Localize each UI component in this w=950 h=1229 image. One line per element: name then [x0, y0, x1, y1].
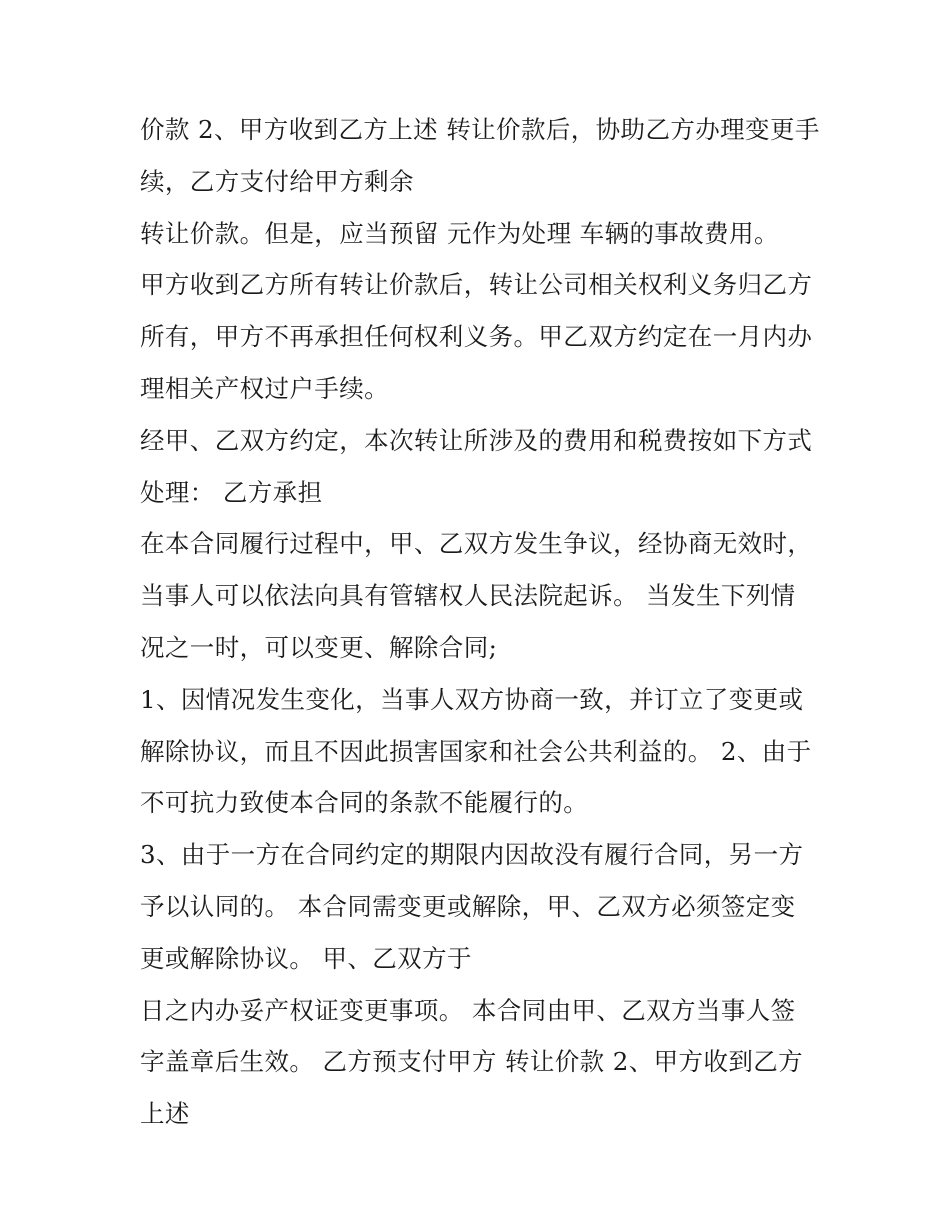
text-line-18: 日之内办妥产权证变更事项。 本合同由甲、乙双方当事人签 [140, 995, 796, 1025]
text-line-15: 3、由于一方在合同约定的期限内因故没有履行合同，另一方 [140, 840, 804, 870]
text-line-3: 转让价款。但是，应当预留 元作为处理 车辆的事故费用。 [140, 218, 779, 248]
text-line-13: 解除协议，而且不因此损害国家和社会公共利益的。 2、由于 [140, 736, 812, 766]
text-line-14: 不可抗力致使本合同的条款不能履行的。 [140, 788, 589, 818]
text-line-16: 予以认同的。 本合同需变更或解除，甲、乙双方必须签定变 [140, 891, 796, 921]
text-line-2: 续，乙方支付给甲方剩余 [140, 166, 414, 196]
contract-text-body [140, 104, 820, 1140]
text-line-19: 字盖章后生效。 乙方预支付甲方 转让价款 2、甲方收到乙方 [140, 1047, 804, 1077]
text-line-1: 价款 2、甲方收到乙方上述 转让价款后，协助乙方办理变更手 [140, 115, 820, 144]
text-line-4: 甲方收到乙方所有转让价款后，转让公司相关权利义务归乙方 [140, 270, 813, 300]
text-line-9: 在本合同履行过程中，甲、乙双方发生争议，经协商无效时， [140, 529, 813, 559]
text-line-10: 当事人可以依法向具有管辖权人民法院起诉。 当发生下列情 [140, 581, 796, 611]
text-line-12: 1、因情况发生变化，当事人双方协商一致，并订立了变更或 [140, 684, 804, 714]
text-line-7: 经甲、乙双方约定，本次转让所涉及的费用和税费按如下方式 [140, 425, 813, 455]
text-line-6: 理相关产权过户手续。 [140, 373, 389, 403]
text-line-11: 况之一时，可以变更、解除合同; [140, 632, 498, 662]
text-line-17: 更或解除协议。 甲、乙双方于 [140, 943, 472, 973]
text-line-20: 上述 [140, 1099, 190, 1129]
text-line-8: 处理： 乙方承担 [140, 477, 323, 507]
text-line-5: 所有，甲方不再承担任何权利义务。甲乙双方约定在一月内办 [140, 322, 813, 352]
